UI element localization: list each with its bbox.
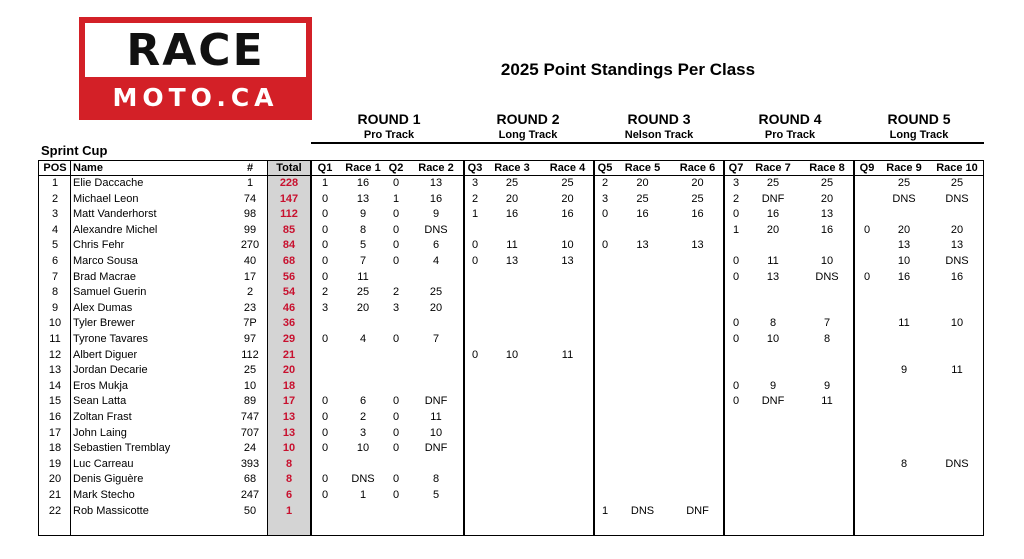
class-title: Sprint Cup <box>41 143 108 158</box>
table-cell: 10 <box>950 317 964 329</box>
table-cell: Sebastien Tremblay <box>73 442 171 454</box>
column-header: Q5 <box>597 162 613 174</box>
table-cell: 11 <box>898 317 910 329</box>
table-cell: 16 <box>820 224 834 236</box>
table-cell: 68 <box>243 473 257 485</box>
table-cell: 6 <box>359 395 367 407</box>
table-cell: 11 <box>357 271 369 283</box>
column-header: Race 7 <box>755 162 791 174</box>
table-cell: 393 <box>240 458 260 470</box>
table-cell: DNF <box>424 442 448 454</box>
round-track: Pro Track <box>363 129 415 141</box>
table-cell: 68 <box>282 255 296 267</box>
table-cell: 2 <box>392 286 400 298</box>
table-cell: 11 <box>767 255 779 267</box>
table-cell: 11 <box>821 395 833 407</box>
table-cell: Mark Stecho <box>73 489 135 501</box>
column-header: Q3 <box>467 162 483 174</box>
table-cell: 16 <box>691 208 704 220</box>
logo-wordmark-race: RACE <box>126 24 265 76</box>
table-cell: Albert Diguer <box>73 349 138 361</box>
table-cell: 40 <box>243 255 257 267</box>
table-cell: 13 <box>897 239 911 251</box>
table-cell: 11 <box>561 349 574 361</box>
table-cell: 0 <box>321 224 329 236</box>
table-cell: John Laing <box>73 427 127 439</box>
table-cell: 16 <box>505 208 519 220</box>
table-cell: 5 <box>359 239 367 251</box>
table-cell: 0 <box>471 255 479 267</box>
table-cell: 13 <box>48 364 62 376</box>
table-cell: 17 <box>282 395 296 407</box>
table-cell: Sean Latta <box>73 395 127 407</box>
table-cell: 25 <box>766 177 780 189</box>
round-5-header <box>863 111 975 141</box>
table-cell: 0 <box>732 380 740 392</box>
table-cell: 25 <box>820 177 834 189</box>
table-cell: 85 <box>282 224 296 236</box>
table-cell: 2 <box>471 193 479 205</box>
table-cell: 8 <box>359 224 367 236</box>
table-cell: DNS <box>424 224 448 236</box>
table-cell: DNS <box>945 458 969 470</box>
table-cell: 0 <box>471 349 479 361</box>
table-cell: 16 <box>636 208 649 220</box>
table-cell: 3 <box>321 302 329 314</box>
round-name: ROUND 4 <box>758 111 822 127</box>
table-cell: 20 <box>356 302 370 314</box>
table-cell: Alexandre Michel <box>73 224 158 236</box>
round-track: Long Track <box>889 129 949 141</box>
table-cell: 50 <box>243 505 257 517</box>
table-cell: Zoltan Frast <box>73 411 132 423</box>
table-cell: 46 <box>282 302 296 314</box>
table-cell: 7 <box>823 317 831 329</box>
table-cell: 8 <box>285 458 293 470</box>
table-cell: 25 <box>243 364 257 376</box>
table-cell: 97 <box>243 333 257 345</box>
table-cell: Elie Daccache <box>73 177 144 189</box>
table-cell: Tyler Brewer <box>73 317 135 329</box>
table-cell: Alex Dumas <box>73 302 133 314</box>
table-cell: 1 <box>601 505 609 517</box>
table-cell: 0 <box>392 177 400 189</box>
round-2-header <box>472 111 584 141</box>
table-cell: 25 <box>636 193 649 205</box>
table-cell: 0 <box>321 271 329 283</box>
table-cell: 7 <box>51 271 59 283</box>
table-cell: 16 <box>950 271 964 283</box>
table-cell: 0 <box>392 489 400 501</box>
table-cell: 15 <box>48 395 62 407</box>
table-cell: 0 <box>732 333 740 345</box>
table-cell: 17 <box>243 271 257 283</box>
table-cell: 5 <box>51 239 59 251</box>
table-cell: Rob Massicotte <box>73 505 149 517</box>
table-cell: 22 <box>48 505 62 517</box>
table-cell: 1 <box>732 224 740 236</box>
table-cell: 2 <box>601 177 609 189</box>
table-cell: 4 <box>359 333 367 345</box>
table-cell: 24 <box>243 442 257 454</box>
column-header: POS <box>43 162 67 174</box>
table-cell: 112 <box>280 208 298 220</box>
table-cell: 10 <box>897 255 911 267</box>
table-cell: 20 <box>766 224 780 236</box>
table-cell: Denis Giguère <box>73 473 144 485</box>
table-cell: 0 <box>321 255 329 267</box>
table-cell: 0 <box>392 208 400 220</box>
table-cell: 10 <box>429 427 443 439</box>
table-cell: 7P <box>243 317 257 329</box>
table-cell: 0 <box>732 255 740 267</box>
table-cell: 0 <box>321 333 329 345</box>
table-cell: DNS <box>815 271 839 283</box>
table-cell: 7 <box>359 255 367 267</box>
table-cell: 0 <box>392 411 400 423</box>
round-3-header <box>603 111 715 141</box>
table-cell: 20 <box>897 224 911 236</box>
table-cell: 3 <box>732 177 740 189</box>
table-cell: 707 <box>240 427 260 439</box>
table-cell: Brad Macrae <box>73 271 136 283</box>
column-header: Q1 <box>317 162 333 174</box>
table-cell: 11 <box>49 333 61 345</box>
table-cell: Samuel Guerin <box>73 286 147 298</box>
table-cell: 3 <box>392 302 400 314</box>
table-cell: 3 <box>601 193 609 205</box>
column-header: Race 8 <box>809 162 845 174</box>
table-cell: 0 <box>321 239 329 251</box>
table-cell: 1 <box>51 177 59 189</box>
table-cell: 112 <box>241 349 259 361</box>
table-cell: 270 <box>240 239 260 251</box>
table-cell: 10 <box>356 442 370 454</box>
table-cell: 13 <box>950 239 964 251</box>
table-cell: 16 <box>897 271 911 283</box>
table-cell: 9 <box>51 302 59 314</box>
table-cell: 36 <box>282 317 296 329</box>
round-name: ROUND 3 <box>627 111 691 127</box>
table-cell: 0 <box>392 427 400 439</box>
table-cell: 21 <box>282 349 296 361</box>
table-cell: 1 <box>392 193 400 205</box>
table-cell: 8 <box>51 286 59 298</box>
table-cell: 25 <box>561 177 574 189</box>
table-cell: 20 <box>282 364 296 376</box>
table-cell: 4 <box>432 255 440 267</box>
table-cell: 13 <box>636 239 649 251</box>
table-cell: 10 <box>243 380 257 392</box>
column-header: Race 6 <box>679 162 716 174</box>
table-cell: 747 <box>240 411 260 423</box>
table-cell: 20 <box>429 302 443 314</box>
column-header: Race 1 <box>345 162 381 174</box>
table-cell: 17 <box>48 427 62 439</box>
table-cell: 9 <box>823 380 831 392</box>
table-cell: 0 <box>601 239 609 251</box>
table-cell: 13 <box>429 177 443 189</box>
column-header: Name <box>73 162 103 174</box>
column-header: Race 3 <box>494 162 530 174</box>
table-cell: 6 <box>51 255 59 267</box>
table-cell: 29 <box>282 333 296 345</box>
table-cell: 98 <box>243 208 257 220</box>
table-cell: 56 <box>282 271 296 283</box>
table-cell: 3 <box>359 427 367 439</box>
table-cell: 0 <box>392 224 400 236</box>
table-cell: 5 <box>432 489 440 501</box>
table-cell: 84 <box>282 239 296 251</box>
round-4-header <box>734 111 846 141</box>
column-header: # <box>246 162 254 174</box>
table-cell: 0 <box>863 271 871 283</box>
round-name: ROUND 5 <box>887 111 951 127</box>
table-cell: 20 <box>505 193 519 205</box>
table-cell: DNF <box>761 395 785 407</box>
table-cell: 0 <box>863 224 871 236</box>
table-cell: 8 <box>432 473 440 485</box>
table-cell: 0 <box>392 473 400 485</box>
table-cell: 25 <box>950 177 964 189</box>
table-cell: Marco Sousa <box>73 255 138 267</box>
table-cell: 9 <box>900 364 908 376</box>
column-header: Race 4 <box>549 162 586 174</box>
table-cell: 2 <box>359 411 367 423</box>
table-cell: 14 <box>48 380 62 392</box>
round-track: Pro Track <box>764 129 816 141</box>
round-name: ROUND 1 <box>357 111 421 127</box>
column-divider <box>853 160 855 536</box>
table-cell: 2 <box>246 286 254 298</box>
table-cell: 0 <box>321 489 329 501</box>
table-cell: 9 <box>359 208 367 220</box>
round-track: Long Track <box>498 129 558 141</box>
table-cell: 18 <box>48 442 62 454</box>
table-cell: 89 <box>243 395 257 407</box>
table-cell: Chris Fehr <box>73 239 125 251</box>
round-track: Nelson Track <box>624 129 694 141</box>
table-cell: 3 <box>51 208 59 220</box>
table-cell: DNS <box>945 255 969 267</box>
table-cell: 4 <box>51 224 59 236</box>
table-cell: 9 <box>769 380 777 392</box>
table-cell: 21 <box>48 489 62 501</box>
table-cell: 8 <box>285 473 293 485</box>
table-cell: 25 <box>897 177 911 189</box>
column-header: Q2 <box>388 162 404 174</box>
table-cell: DNF <box>686 505 709 517</box>
table-cell: 16 <box>561 208 574 220</box>
column-header: Race 10 <box>936 162 978 174</box>
table-cell: 228 <box>279 177 299 189</box>
table-cell: 25 <box>691 193 704 205</box>
table-cell: 13 <box>691 239 704 251</box>
table-cell: 11 <box>951 364 963 376</box>
table-cell: DNF <box>761 193 785 205</box>
table-cell: 2 <box>321 286 329 298</box>
table-cell: 20 <box>691 177 704 189</box>
table-cell: 1 <box>359 489 367 501</box>
table-cell: 0 <box>321 193 329 205</box>
table-cell: 11 <box>506 239 518 251</box>
table-cell: 1 <box>471 208 479 220</box>
table-cell: 13 <box>282 411 296 423</box>
table-cell: DNS <box>945 193 969 205</box>
table-cell: 13 <box>356 193 370 205</box>
column-header: Q7 <box>728 162 744 174</box>
table-cell: 13 <box>505 255 519 267</box>
table-cell: 0 <box>392 333 400 345</box>
table-cell: 0 <box>732 317 740 329</box>
table-cell: 0 <box>321 411 329 423</box>
logo-top-panel <box>85 23 306 77</box>
column-header: Race 9 <box>886 162 922 174</box>
table-cell: 0 <box>732 395 740 407</box>
round-header-divider <box>311 142 984 144</box>
table-cell: 23 <box>243 302 257 314</box>
table-cell: 13 <box>766 271 780 283</box>
table-cell: 16 <box>48 411 62 423</box>
table-cell: 13 <box>282 427 296 439</box>
table-cell: 0 <box>392 239 400 251</box>
table-cell: DNS <box>630 505 655 517</box>
table-cell: 0 <box>321 442 329 454</box>
table-cell: 0 <box>321 395 329 407</box>
column-divider <box>70 160 71 536</box>
table-cell: 9 <box>432 208 440 220</box>
table-cell: 247 <box>240 489 260 501</box>
table-cell: 10 <box>561 239 574 251</box>
table-cell: 147 <box>279 193 299 205</box>
table-cell: 16 <box>356 177 370 189</box>
table-cell: 13 <box>561 255 574 267</box>
table-cell: 0 <box>601 208 609 220</box>
table-cell: 18 <box>282 380 296 392</box>
round-name: ROUND 2 <box>496 111 560 127</box>
table-cell: 8 <box>900 458 908 470</box>
table-cell: 3 <box>471 177 479 189</box>
table-cell: 10 <box>766 333 780 345</box>
race-moto-logo <box>79 17 312 120</box>
table-cell: Eros Mukja <box>73 380 129 392</box>
table-cell: 0 <box>732 271 740 283</box>
column-header: Race 2 <box>418 162 454 174</box>
table-cell: Jordan Decarie <box>73 364 148 376</box>
table-cell: Tyrone Tavares <box>73 333 149 345</box>
column-header: Q9 <box>859 162 875 174</box>
column-header: Total <box>276 162 302 174</box>
table-cell: 0 <box>321 473 329 485</box>
table-cell: 1 <box>285 505 293 517</box>
table-cell: 11 <box>430 411 442 423</box>
table-cell: 0 <box>392 442 400 454</box>
table-cell: 6 <box>285 489 293 501</box>
column-divider <box>310 160 312 536</box>
table-cell: 8 <box>823 333 831 345</box>
table-cell: 20 <box>950 224 964 236</box>
table-cell: 74 <box>243 193 257 205</box>
table-cell: 7 <box>432 333 440 345</box>
table-cell: 0 <box>321 427 329 439</box>
table-cell: 6 <box>432 239 440 251</box>
table-cell: 0 <box>321 208 329 220</box>
table-cell: 20 <box>636 177 649 189</box>
table-cell: 25 <box>356 286 370 298</box>
table-cell: DNS <box>892 193 916 205</box>
table-cell: 10 <box>820 255 834 267</box>
table-cell: 1 <box>321 177 329 189</box>
table-cell: 2 <box>732 193 740 205</box>
table-cell: Michael Leon <box>73 193 139 205</box>
table-cell: 25 <box>429 286 443 298</box>
table-cell: 2 <box>51 193 59 205</box>
logo-wordmark-moto: MOTO.CA <box>112 83 279 112</box>
table-cell: 10 <box>48 317 62 329</box>
page-title: 2025 Point Standings Per Class <box>500 60 756 79</box>
table-cell: Luc Carreau <box>73 458 134 470</box>
table-cell: 10 <box>505 349 519 361</box>
table-cell: 54 <box>282 286 296 298</box>
round-1-header <box>334 111 444 141</box>
table-cell: 13 <box>820 208 834 220</box>
table-cell: 0 <box>392 395 400 407</box>
table-cell: 20 <box>820 193 834 205</box>
table-cell: DNS <box>351 473 375 485</box>
table-cell: 99 <box>243 224 257 236</box>
table-cell: 0 <box>471 239 479 251</box>
table-cell: 10 <box>282 442 296 454</box>
table-cell: 0 <box>732 208 740 220</box>
table-cell: 8 <box>769 317 777 329</box>
table-cell: 20 <box>48 473 62 485</box>
table-cell: 19 <box>48 458 62 470</box>
table-cell: 1 <box>246 177 254 189</box>
table-cell: 12 <box>48 349 62 361</box>
table-cell: DNF <box>424 395 448 407</box>
table-cell: 16 <box>766 208 780 220</box>
table-cell: 0 <box>392 255 400 267</box>
table-cell: 20 <box>561 193 574 205</box>
column-header: Race 5 <box>624 162 661 174</box>
table-cell: 16 <box>429 193 443 205</box>
table-cell: Matt Vanderhorst <box>73 208 157 220</box>
table-cell: 25 <box>505 177 519 189</box>
